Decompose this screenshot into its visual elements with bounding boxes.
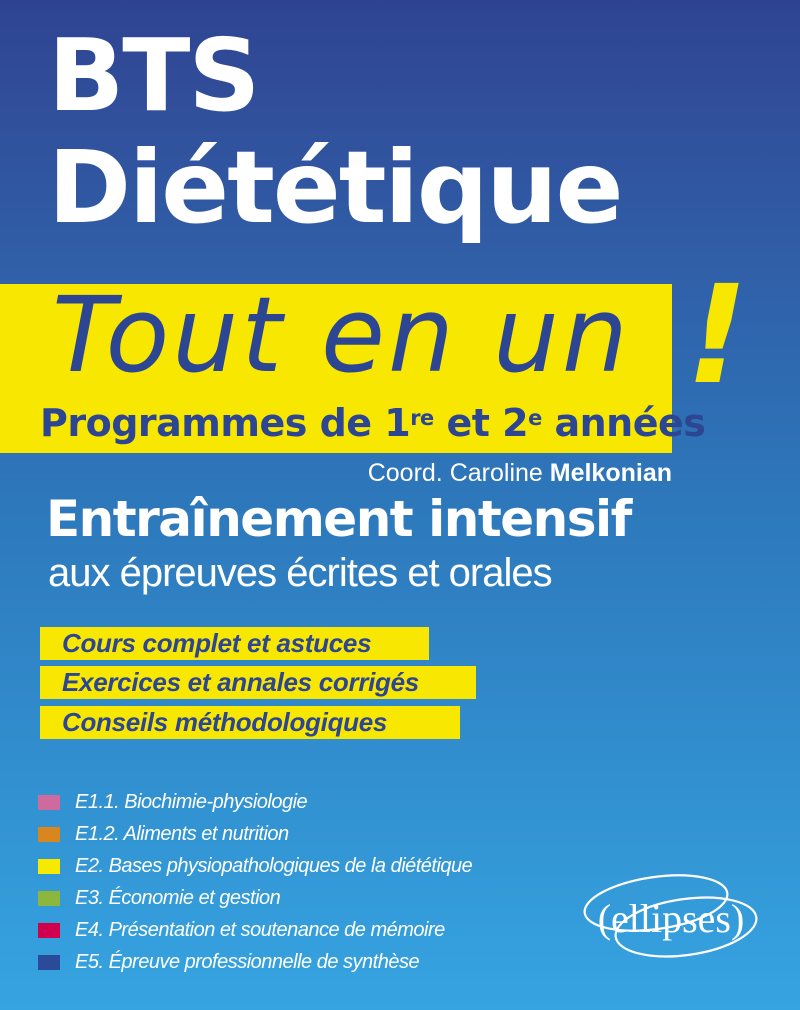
exam-color-swatch <box>38 955 60 970</box>
subline-part-1: Programmes de 1 <box>40 401 411 445</box>
subline-part-2: et 2 <box>433 401 529 445</box>
exam-color-swatch <box>38 859 60 874</box>
subline-superscript-re: re <box>410 405 434 430</box>
book-title-line-1: BTS <box>48 17 259 134</box>
exam-item-e11 <box>38 786 472 818</box>
book-title-line-2: Diététique <box>48 129 622 246</box>
coordinator-prefix: Coord. Caroline <box>367 459 550 487</box>
programme-subline <box>40 401 705 445</box>
exam-item-label: E3. Économie et gestion <box>75 886 281 909</box>
exam-item-e3 <box>38 882 472 914</box>
exam-item-e4 <box>38 914 472 946</box>
feature-strip-label: Conseils méthodologiques <box>62 707 388 737</box>
exam-legend-list <box>38 786 472 978</box>
feature-strip-label: Cours complet et astuces <box>62 628 372 658</box>
feature-strip-label: Exercices et annales corrigés <box>62 667 419 697</box>
exam-item-label: E5. Épreuve professionnelle de synthèse <box>75 950 420 973</box>
exam-item-e5 <box>38 946 472 978</box>
exam-item-label: E4. Présentation et soutenance de mémoire <box>75 918 445 941</box>
exam-item-e2 <box>38 850 472 882</box>
subline-superscript-e: e <box>528 405 542 430</box>
coordinator-name: Melkonian <box>549 459 672 487</box>
exam-item-label: E2. Bases physiopathologiques de la diététique <box>75 854 473 877</box>
coordinator-credit <box>368 459 672 488</box>
tagline-sub: aux épreuves écrites et orales <box>48 551 552 595</box>
exam-color-swatch <box>38 923 60 938</box>
subline-part-3: années <box>541 401 706 445</box>
ellipses-logo-text: (ellipses) <box>597 896 745 941</box>
exam-color-swatch <box>38 891 60 906</box>
feature-strip-conseils <box>40 706 460 739</box>
feature-strip-cours <box>40 627 429 660</box>
headline-banner <box>0 274 706 453</box>
exam-item-e12 <box>38 818 472 850</box>
exam-item-label: E1.1. Biochimie-physiologie <box>75 790 308 813</box>
ellipses-logo-icon <box>582 866 760 970</box>
feature-strip-exercices <box>40 666 476 699</box>
book-title <box>48 17 622 246</box>
ellipses-publisher-logo <box>582 866 760 970</box>
tagline-main: Entraînement intensif <box>46 490 631 548</box>
exclamation-mark: ! <box>686 257 749 415</box>
exam-color-swatch <box>38 795 60 810</box>
headline-text: Tout en un <box>52 274 631 396</box>
exam-color-swatch <box>38 827 60 842</box>
exam-item-label: E1.2. Aliments et nutrition <box>75 822 289 845</box>
